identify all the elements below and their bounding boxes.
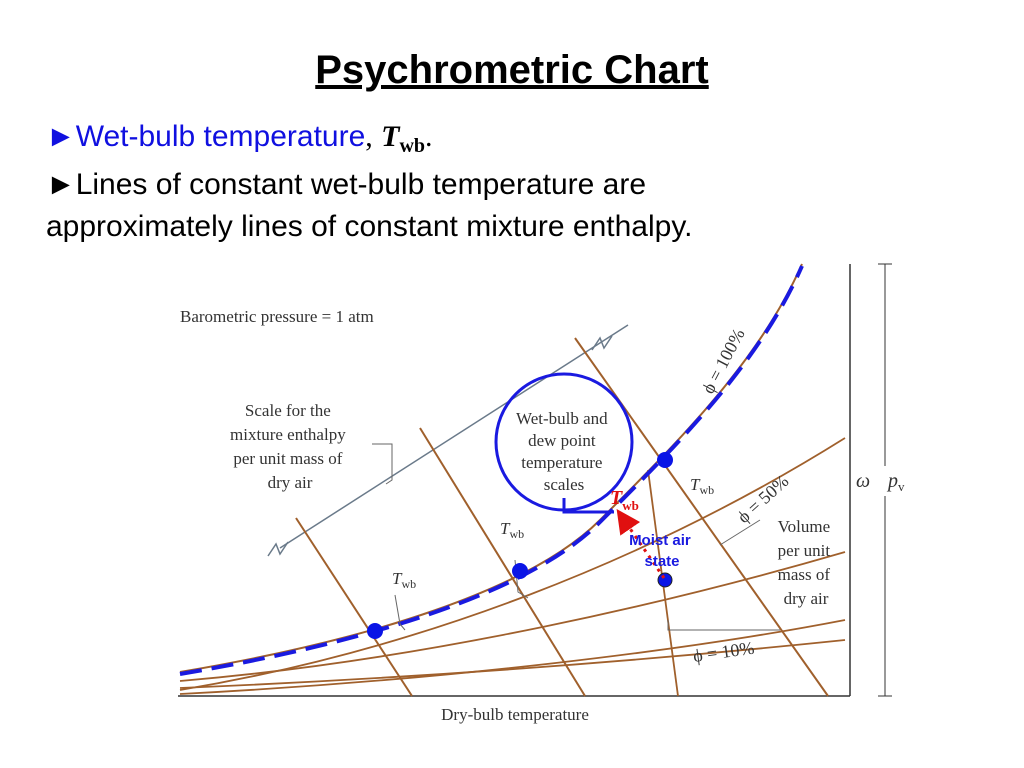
- wetbulb-scale-label-line: scales: [543, 475, 585, 494]
- saturation-point-dot: [512, 563, 528, 579]
- enthalpy-scale-label: [230, 401, 350, 492]
- moist-air-label-line: state: [644, 553, 680, 570]
- twb-highlight-label: [610, 487, 639, 513]
- volume-label-line: dry air: [783, 589, 829, 608]
- slide-title: Psychrometric Chart: [315, 48, 709, 92]
- volume-label-line: Volume: [777, 517, 831, 536]
- twb-label-symbol: T: [500, 519, 510, 538]
- bullet2-line1: Lines of constant wet-bulb temperature are: [75, 168, 647, 201]
- pv-subscript: v: [898, 479, 905, 494]
- wetbulb-scale-label-line: temperature: [521, 453, 603, 472]
- twb-symbol: T: [381, 120, 400, 153]
- moist-air-label: [629, 532, 695, 570]
- volume-label-line: mass of: [777, 565, 831, 584]
- phi-100-label: ϕ = 100%: [697, 325, 749, 397]
- volume-bracket: [720, 520, 760, 545]
- bullet-arrow-icon: ►: [46, 120, 76, 153]
- bullet1-comma: ,: [365, 120, 373, 153]
- twb-label: [690, 475, 714, 497]
- saturation-curve-dashed: [180, 266, 802, 674]
- wet-bulb-line: [296, 518, 412, 696]
- wetbulb-scale-label-line: Wet-bulb and: [516, 409, 608, 428]
- moist-air-state-dot: [658, 573, 672, 587]
- wetbulb-scale-label: [516, 409, 612, 494]
- moist-air-label-line: Moist air: [629, 532, 691, 549]
- x-axis-label: Dry-bulb temperature: [441, 705, 589, 724]
- phi-50-label: ϕ = 50%: [733, 470, 793, 527]
- twb-label-subscript: wb: [509, 527, 525, 541]
- bullet1-period: .: [425, 120, 433, 153]
- bullet2-line2: approximately lines of constant mixture enthalpy.: [46, 210, 693, 243]
- twb-highlight-symbol: T: [610, 487, 623, 509]
- omega-label: ω: [856, 470, 871, 492]
- enthalpy-scale-break-top: [592, 336, 612, 350]
- twb-label-subscript: wb: [401, 577, 417, 591]
- enthalpy-scale-label-line: per unit mass of: [233, 449, 343, 468]
- phi10-bracket: [668, 620, 780, 630]
- twb-bracket: [395, 595, 405, 630]
- wetbulb-scale-label-line: dew point: [528, 431, 596, 450]
- twb-highlight-subscript: wb: [622, 498, 639, 513]
- bullet-arrow-icon: ►: [46, 168, 76, 201]
- volume-label-line: per unit: [777, 541, 831, 560]
- enthalpy-scale-label-line: mixture enthalpy: [230, 425, 346, 444]
- twb-label: [392, 569, 416, 591]
- enthalpy-scale-label-line: Scale for the: [244, 401, 331, 420]
- barometric-label: Barometric pressure = 1 atm: [180, 307, 374, 326]
- enthalpy-scale-label-line: dry air: [267, 473, 313, 492]
- wet-bulb-term: Wet-bulb temperature: [75, 120, 366, 153]
- twb-label-subscript: wb: [699, 483, 715, 497]
- twb-subscript: wb: [399, 135, 426, 157]
- phi-10-label: ϕ = 10%: [691, 637, 756, 666]
- twb-label-symbol: T: [392, 569, 402, 588]
- saturation-point-dot: [657, 452, 673, 468]
- pv-symbol: p: [888, 470, 898, 492]
- twb-label-symbol: T: [690, 475, 700, 494]
- twb-label: [500, 519, 524, 541]
- saturation-point-dot: [367, 623, 383, 639]
